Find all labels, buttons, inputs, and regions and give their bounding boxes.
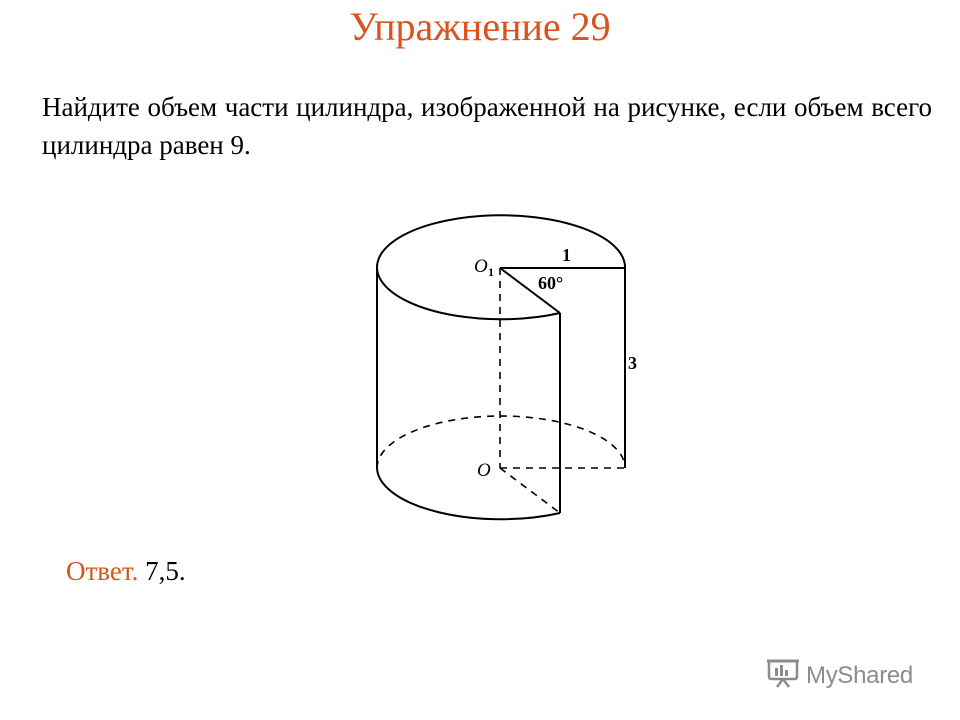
slide-title: Упражнение 29 <box>349 4 611 49</box>
bottom-front-arc <box>377 468 560 519</box>
label-angle: 60° <box>538 273 564 293</box>
problem-text: Найдите объем части цилиндра, изображенной на рисунке, если объем всего цилиндра равен 9. <box>42 92 932 160</box>
label-o1-sub: 1 <box>488 265 494 279</box>
cylinder-figure <box>360 205 660 535</box>
bottom-back-arc <box>377 416 625 468</box>
bottom-cut-radius-line <box>500 468 560 513</box>
answer-value: 7,5. <box>145 556 186 586</box>
label-height: 3 <box>628 353 637 373</box>
answer-label: Ответ. <box>66 556 139 586</box>
label-radius: 1 <box>562 245 571 265</box>
label-o: O <box>477 460 491 481</box>
answer <box>66 553 186 589</box>
presentation-board-icon <box>766 658 800 695</box>
label-o1: O <box>474 256 488 277</box>
watermark <box>766 656 913 696</box>
watermark-text: MyShared <box>806 662 913 689</box>
